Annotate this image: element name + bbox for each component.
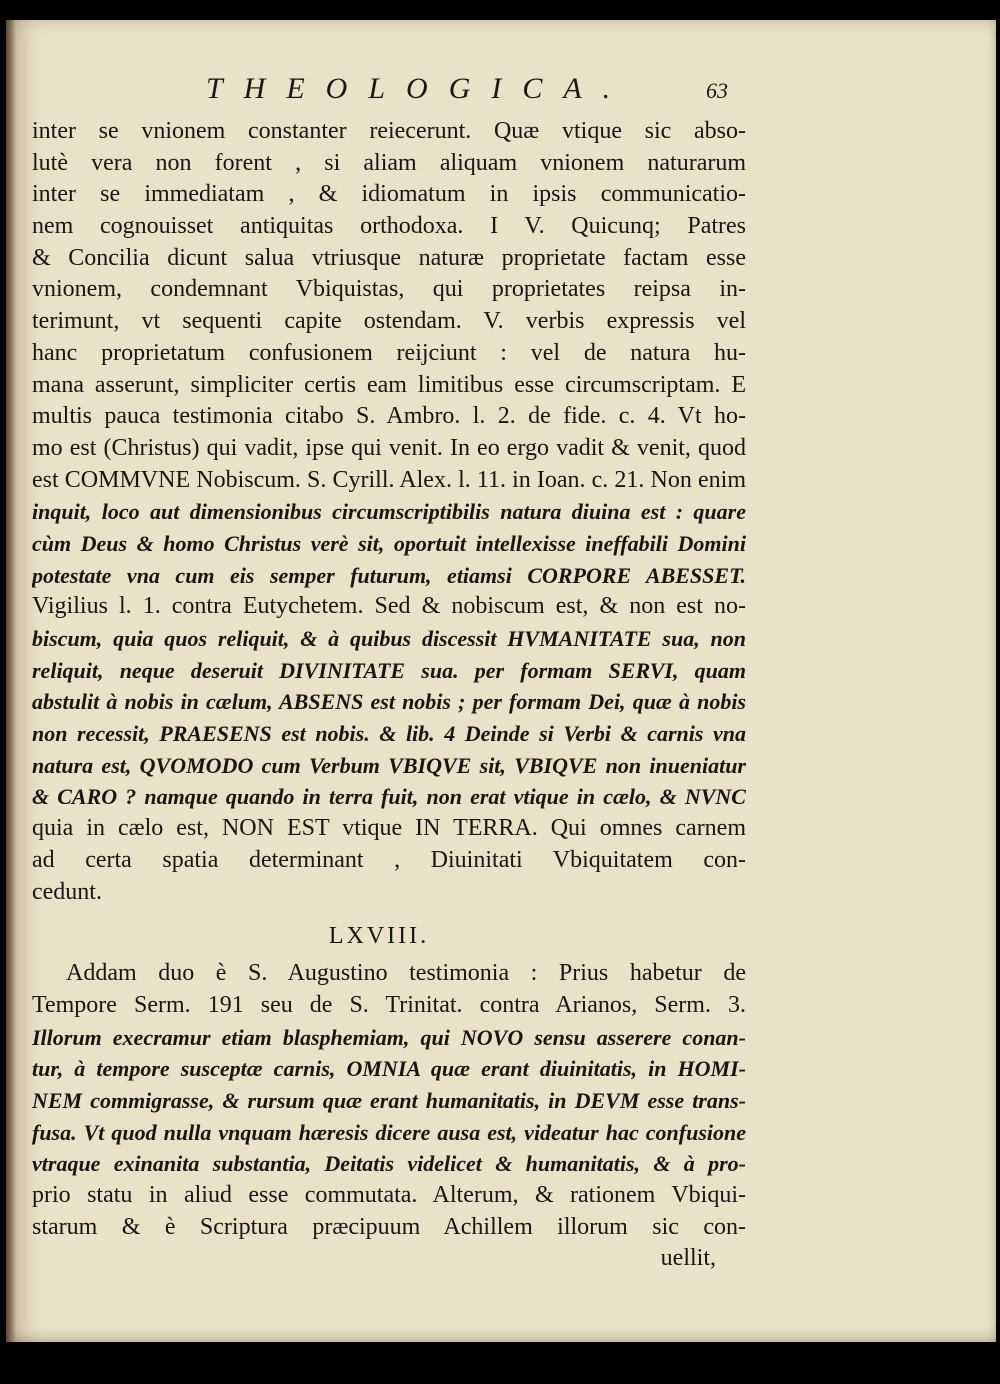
section-heading: LXVIII. bbox=[328, 923, 430, 950]
text-line: uellit, bbox=[660, 1245, 716, 1272]
text-line: nem cognouisset antiquitas orthodoxa. I V. Quicunq; Patres bbox=[32, 213, 746, 240]
text-line: vtraque exinanita substantia, Deitatis videlicet & humanitatis, & à pro- bbox=[32, 1151, 746, 1177]
text-line: inter se immediatam , & idiomatum in ipsis communicatio- bbox=[32, 181, 746, 208]
text-line: cùm Deus & homo Christus verè sit, oportuit intellexisse ineffabili Domini bbox=[32, 530, 746, 556]
text-line: & Concilia dicunt salua vtriusque naturæ proprietate factam esse bbox=[32, 244, 746, 271]
text-line: Illorum execramur etiam blasphemiam, qui NOVO sensu asserere conan- bbox=[32, 1024, 746, 1050]
text-line: terimunt, vt sequenti capite ostendam. V. verbis expressis vel bbox=[32, 308, 746, 335]
text-line: vnionem, condemnant Vbiquistas, qui proprietates reipsa in- bbox=[32, 276, 746, 303]
text-line: & CARO ? namque quando in terra fuit, non erat vtique in cælo, & NVNC bbox=[32, 784, 746, 810]
text-line: potestate vna cum eis semper futurum, etiamsi CORPORE ABESSET. bbox=[32, 562, 746, 588]
book-page bbox=[6, 20, 996, 1342]
text-line: lutè vera non forent , si aliam aliquam vnionem naturarum bbox=[32, 149, 746, 176]
text-line: inquit, loco aut dimensionibus circumscriptibilis natura diuina est : quare bbox=[32, 499, 746, 525]
text-line: Tempore Serm. 191 seu de S. Trinitat. contra Arianos, Serm. 3. bbox=[32, 991, 746, 1018]
text-line: Addam duo è S. Augustino testimonia : Prius habetur de bbox=[66, 960, 746, 987]
text-line: quia in cælo est, NON EST vtique IN TERRA. Qui omnes carnem bbox=[32, 815, 746, 842]
text-line: Vigilius l. 1. contra Eutychetem. Sed & nobiscum est, & non est no- bbox=[32, 593, 746, 620]
text-line: abstulit à nobis in cælum, ABSENS est nobis ; per formam Dei, quæ à nobis bbox=[32, 689, 746, 715]
text-line: mo est (Christus) qui vadit, ipse qui venit. In eo ergo vadit & venit, quod bbox=[32, 434, 746, 461]
text-line: multis pauca testimonia citabo S. Ambro. l. 2. de fide. c. 4. Vt ho- bbox=[32, 403, 746, 430]
text-line: biscum, quia quos reliquit, & à quibus discessit HVMANITATE sua, non bbox=[32, 626, 746, 651]
text-line: natura est, QVOMODO cum Verbum VBIQVE sit, VBIQVE non inueniatur bbox=[32, 752, 746, 778]
text-line: inter se vnionem constanter reiecerunt. Quæ vtique sic abso- bbox=[32, 118, 746, 144]
body-text bbox=[32, 116, 746, 1275]
text-line: prio statu in aliud esse commutata. Alterum, & rationem Vbiqui- bbox=[32, 1182, 746, 1208]
text-line: tur, à tempore susceptæ carnis, OMNIA quæ erant diuinitatis, in HOMI- bbox=[32, 1056, 746, 1082]
text-line: hanc proprietatum confusionem reijciunt : vel de natura hu- bbox=[32, 339, 746, 366]
running-title: THEOLOGICA. bbox=[206, 72, 632, 105]
text-line: fusa. Vt quod nulla vnquam hæresis dicere ausa est, videatur hac confusione bbox=[32, 1119, 746, 1145]
text-line: est COMMVNE Nobiscum. S. Cyrill. Alex. l. 11. in Ioan. c. 21. Non enim bbox=[32, 466, 746, 493]
text-line: mana asserunt, simpliciter certis eam limitibus esse circumscriptam. E bbox=[32, 371, 746, 398]
text-line: starum & è Scriptura præcipuum Achillem illorum sic con- bbox=[32, 1213, 746, 1240]
text-line: non recessit, PRAESENS est nobis. & lib. 4 Deinde si Verbi & carnis vna bbox=[32, 721, 746, 747]
page-header bbox=[206, 72, 766, 112]
text-line: ad certa spatia determinant , Diuinitati Vbiquitatem con- bbox=[32, 846, 746, 873]
page-number: 63 bbox=[706, 78, 728, 103]
text-line: NEM commigrasse, & rursum quæ erant humanitatis, in DEVM esse trans- bbox=[32, 1087, 746, 1113]
text-line: cedunt. bbox=[32, 878, 102, 905]
text-line: reliquit, neque deseruit DIVINITATE sua. per formam SERVI, quam bbox=[32, 657, 746, 683]
